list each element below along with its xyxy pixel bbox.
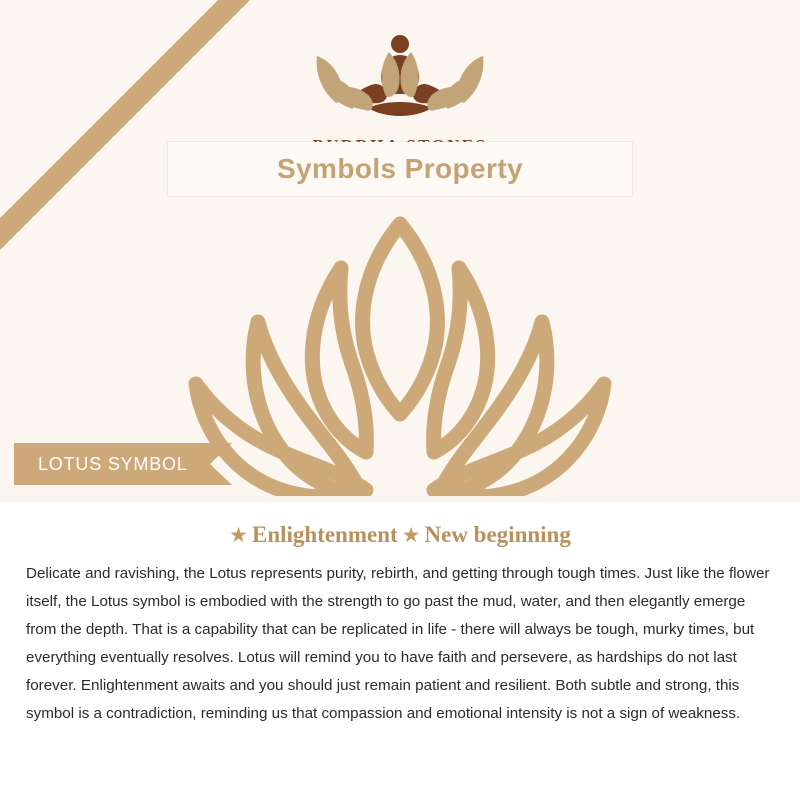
page-title: Symbols Property: [276, 153, 524, 184]
ribbon-label: LOTUS SYMBOL: [38, 453, 188, 474]
brand-header: [0, 0, 800, 156]
subtitle-row: [0, 502, 800, 548]
subtitle-enlightenment: Enlightenment: [251, 522, 398, 547]
lotus-symbol-ribbon: [14, 443, 232, 485]
title-banner: [168, 142, 632, 196]
star-icon-middle: ★: [401, 523, 421, 547]
lotus-meditating-figure-logo-icon: [305, 22, 495, 132]
description-paragraph: Delicate and ravishing, the Lotus represents purity, rebirth, and getting through tough times. Just like the flower itself, the Lotus symbol is embodied with the strength to go past the mud, water, and then elegantly emerge from the depth. That is a capability that can be replicated in life - there will always be tough, murky times, but everything eventually resolves. Lotus will remind you to have faith and persevere, as hardships do not last forever. Enlightenment awaits and you should just remain patient and resilient. Both subtle and strong, this symbol is a contradiction, reminding us that compassion and emotional intensity is not a sign of weakness.: [26, 565, 770, 722]
star-icon-left: ★: [229, 523, 248, 547]
description-card: [0, 502, 800, 800]
subtitle-new-beginning: New beginning: [424, 522, 571, 547]
ribbon-tail: [210, 443, 232, 485]
ribbon-body: [14, 443, 210, 485]
